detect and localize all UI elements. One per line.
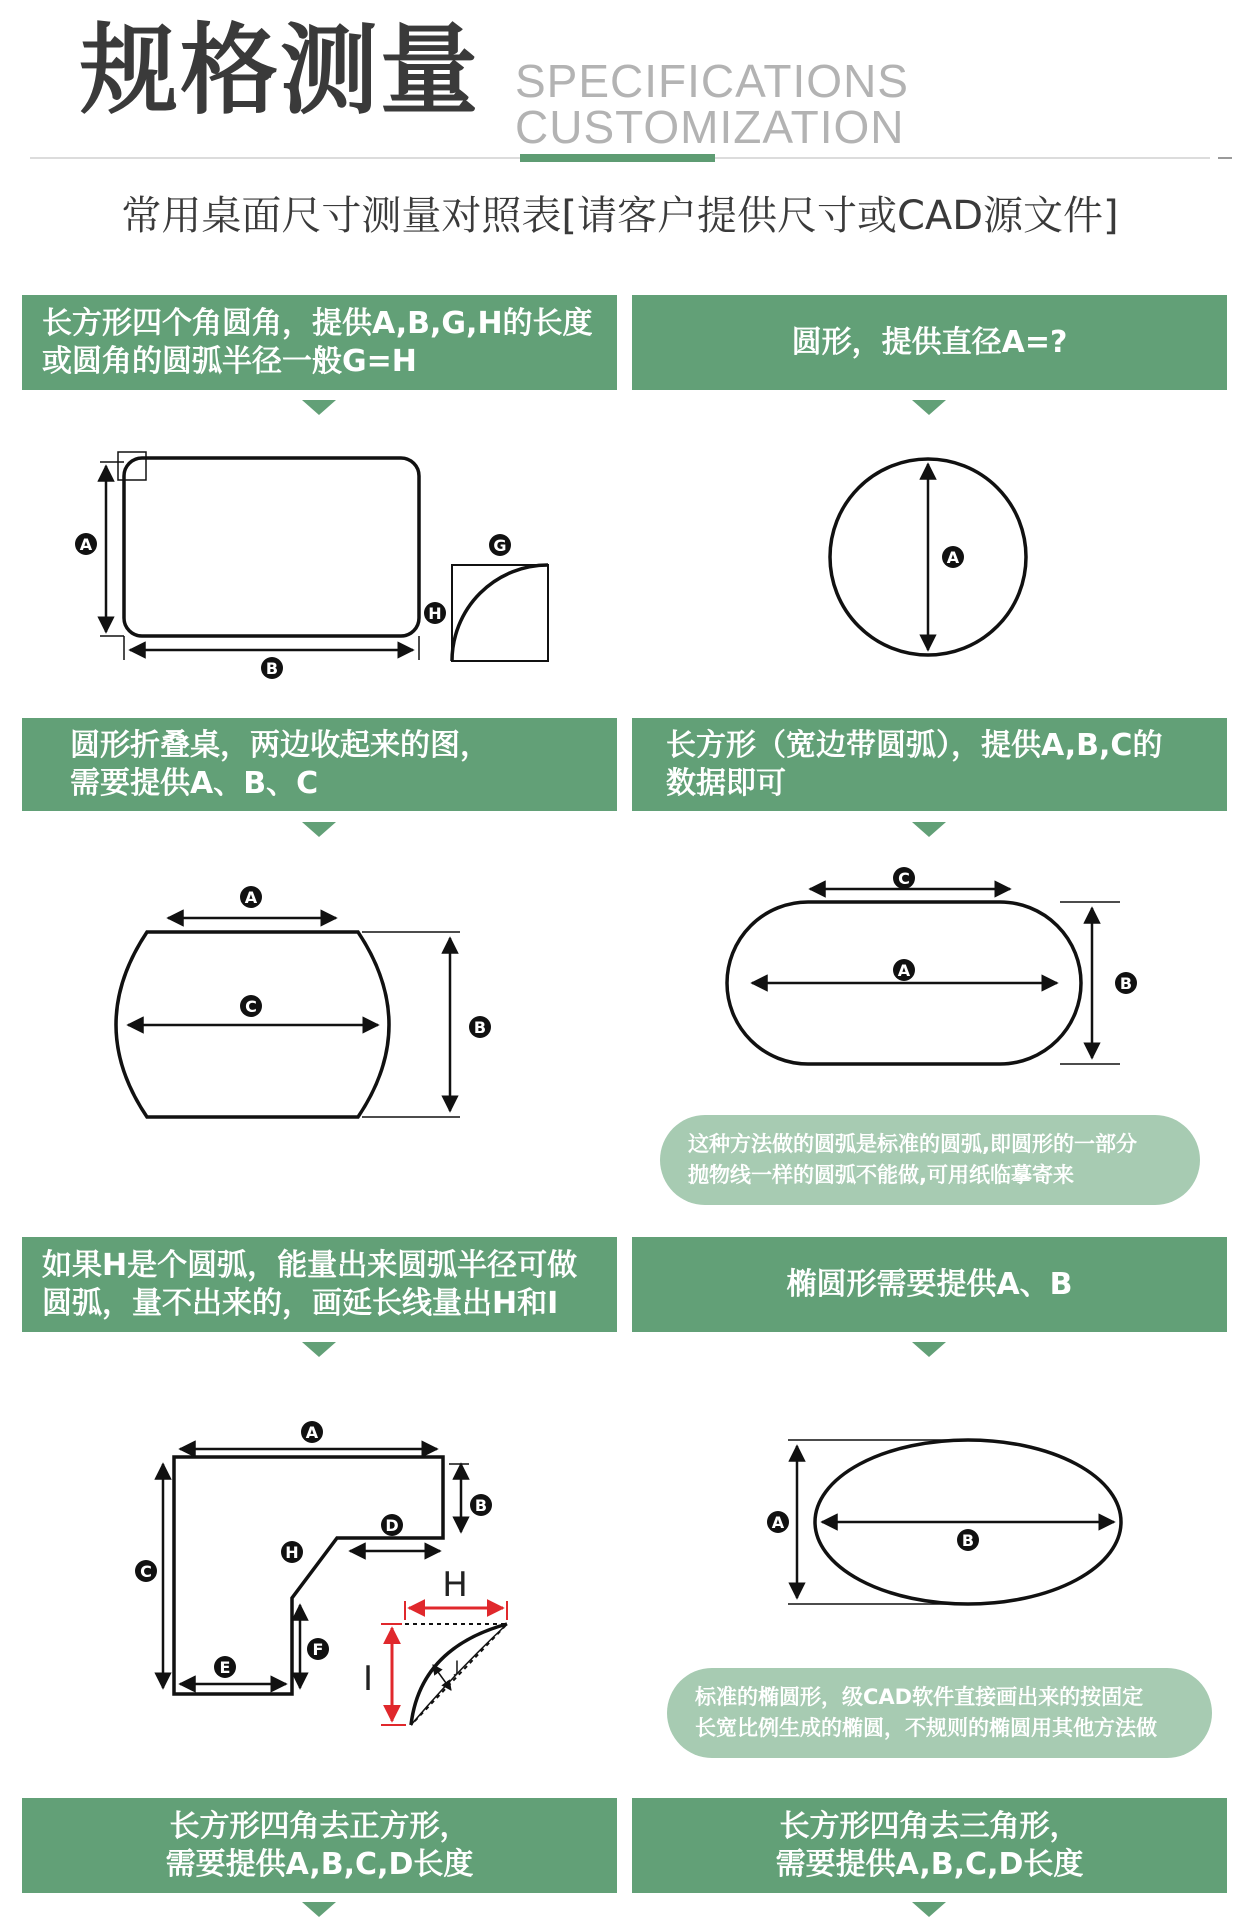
marker-b (470, 1494, 492, 1516)
svg-text:C: C (245, 997, 257, 1016)
svg-text:A: A (771, 1513, 785, 1532)
svg-text:B: B (473, 1018, 487, 1037)
page-title: 规格测量 (80, 14, 481, 128)
arc-extension-detail (381, 1601, 507, 1725)
svg-text:H: H (285, 1543, 299, 1562)
marker-a (767, 1511, 789, 1533)
marker-b (469, 1016, 491, 1038)
arc-rectangle-diagram (727, 889, 1120, 1064)
marker-h (281, 1541, 303, 1563)
marker-h (424, 602, 446, 624)
svg-text:A: A (897, 961, 911, 980)
svg-text:F: F (312, 1640, 324, 1659)
page-title-english: SPECIFICATIONS CUSTOMIZATION (515, 55, 909, 153)
svg-text:C: C (898, 869, 910, 888)
section-label: 圆形折叠桌，两边收起来的图， 需要提供A、B、C (70, 727, 490, 801)
svg-text:B: B (1119, 974, 1133, 993)
marker-d (381, 1514, 403, 1536)
folding-table-diagram (116, 918, 460, 1117)
svg-text:H: H (428, 604, 442, 623)
marker-b (1115, 972, 1137, 994)
section-label: 椭圆形需要提供A、B (786, 1266, 1073, 1302)
page-subtitle: 常用桌面尺寸测量对照表[请客户提供尺寸或CAD源文件] (121, 193, 1119, 239)
svg-text:B: B (474, 1496, 488, 1515)
marker-a (240, 886, 262, 908)
ellipse-note: 标准的椭圆形，级CAD软件直接画出来的按固定 长宽比例生成的椭圆，不规则的椭圆用其他方法做 (667, 1668, 1212, 1758)
svg-text:A: A (305, 1423, 319, 1442)
svg-text:A: A (244, 888, 258, 907)
marker-c (135, 1560, 157, 1582)
rounded-rectangle-diagram (100, 452, 548, 661)
section-label: 圆形，提供直径A=? (791, 324, 1068, 360)
section-label: 长方形四角去三角形， 需要提供A,B,C,D长度 (775, 1808, 1084, 1882)
svg-text:B: B (265, 659, 279, 678)
marker-a (893, 959, 915, 981)
dimension-j-line (433, 1665, 451, 1690)
svg-text:B: B (961, 1531, 975, 1550)
label-i: I (362, 1659, 374, 1699)
marker-a (301, 1421, 323, 1443)
section-label: 长方形四个角圆角，提供A,B,G,H的长度 或圆角的圆弧半径一般G=H (42, 305, 593, 379)
marker-f (307, 1638, 329, 1660)
corner-arc (452, 565, 548, 661)
marker-b (261, 657, 283, 679)
svg-text:C: C (140, 1562, 152, 1581)
marker-a (942, 546, 964, 568)
section-label: 长方形四角去正方形， 需要提供A,B,C,D长度 (165, 1808, 474, 1882)
ellipse-diagram (788, 1440, 1121, 1604)
section-label: 如果H是个圆弧，能量出来圆弧半径可做 圆弧，量不出来的，画延长线量出H和I (42, 1247, 578, 1321)
svg-text:A: A (79, 535, 93, 554)
svg-text:D: D (385, 1516, 399, 1535)
svg-text:G: G (493, 536, 507, 555)
label-j: J (454, 1657, 460, 1676)
svg-text:E: E (219, 1658, 231, 1677)
circle-diagram (830, 459, 1026, 655)
label-h: H (442, 1565, 468, 1605)
rounded-rectangle-shape (124, 458, 419, 636)
l-shape-shape (174, 1457, 443, 1694)
marker-c (893, 867, 915, 889)
marker-a (75, 533, 97, 555)
marker-b (957, 1529, 979, 1551)
marker-c (240, 995, 262, 1017)
corner-highlight (118, 452, 146, 480)
marker-g (489, 534, 511, 556)
section-label: 长方形（宽边带圆弧），提供A,B,C的 数据即可 (666, 727, 1163, 801)
arc-rectangle-note: 这种方法做的圆弧是标准的圆弧,即圆形的一部分 抛物线一样的圆弧不能做,可用纸临摹寄来 (660, 1115, 1200, 1205)
svg-text:A: A (946, 548, 960, 567)
marker-e (214, 1656, 236, 1678)
